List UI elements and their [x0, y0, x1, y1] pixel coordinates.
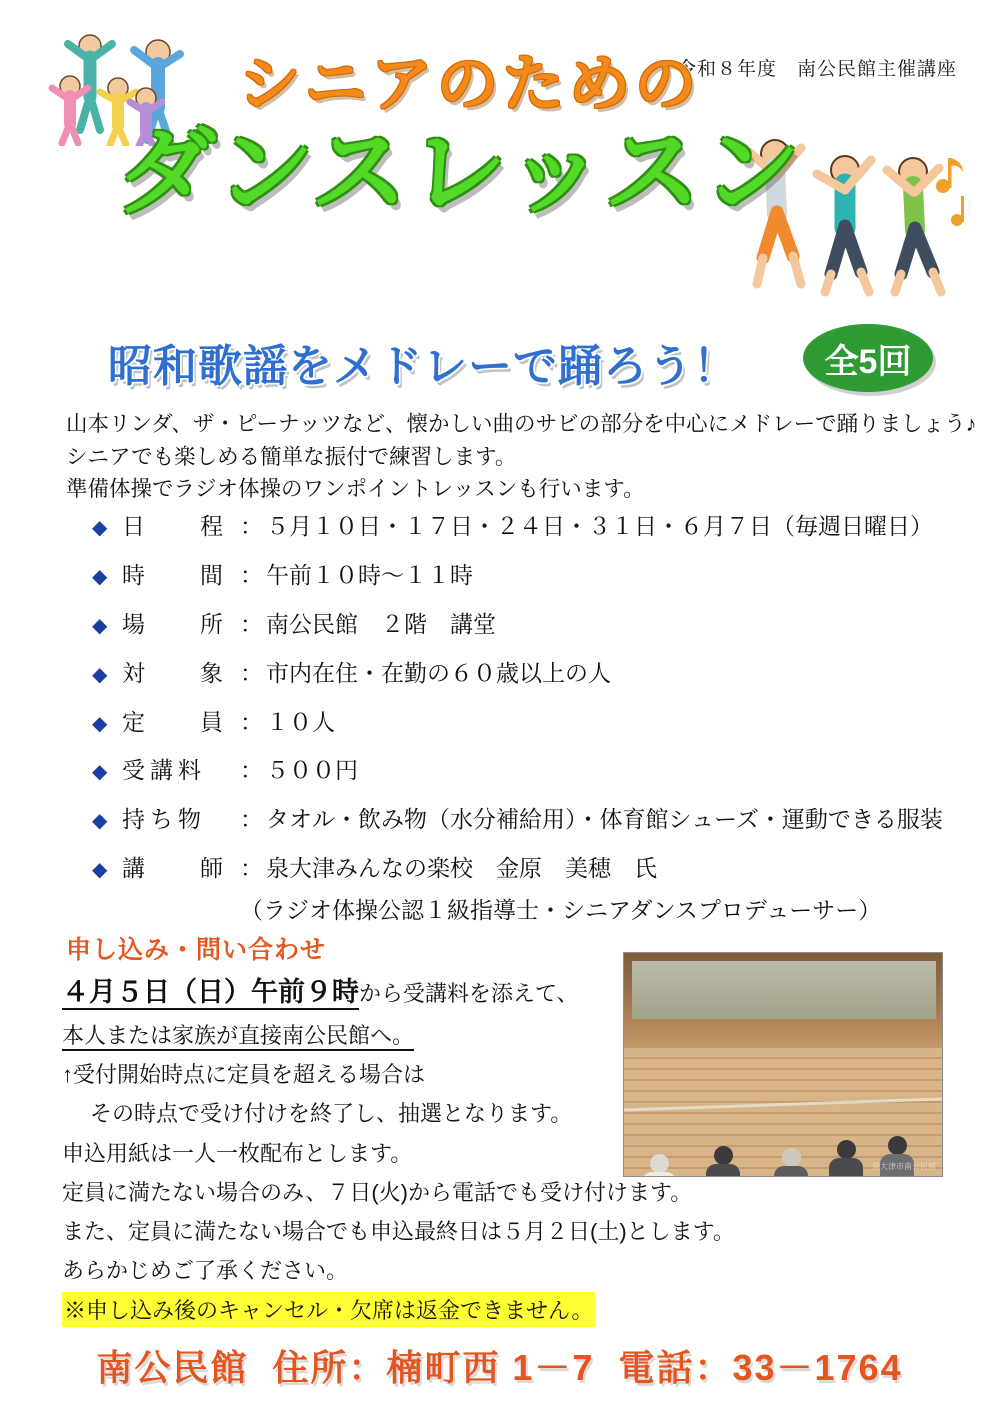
- intro-line-1: 山本リンダ、ザ・ピーナッツなど、懐かしい曲のサビの部分を中心にメドレーで踊りましょう♪: [66, 412, 977, 436]
- class-photo: [623, 952, 943, 1177]
- detail-value-fee: ５００円: [266, 757, 358, 784]
- application-line-1-rest: から受講料を添えて、: [359, 981, 579, 1006]
- dancers-illustration-icon: [729, 120, 969, 315]
- photo-watermark: 泉大津市南公民館: [872, 1162, 936, 1171]
- detail-label-capacity: 定 員: [122, 708, 239, 735]
- instructor-qualifications: （ラジオ体操公認１級指導士・シニアダンスプロデューサー）: [240, 897, 882, 924]
- detail-row-target: [92, 659, 982, 689]
- application-line-3: ↑受付開始時点に定員を超える場合は: [62, 1062, 426, 1088]
- course-host-note: 令和８年度 南公民館主催講座: [676, 59, 957, 80]
- detail-colon: ：: [240, 855, 263, 882]
- poster-subtitle: 昭和歌謡をメドレーで踊ろう！: [108, 342, 738, 391]
- intro-line-2: シニアでも楽しめる簡単な振付で練習します。: [66, 444, 517, 469]
- application-start-datetime: ４月５日（日）午前９時: [62, 977, 359, 1010]
- footer-phone: 電話：33－1764: [618, 1347, 903, 1388]
- detail-value-instructor: 泉大津みんなの楽校 金原 美穂 氏: [266, 855, 657, 882]
- footer-address: 住所：楠町西 1－7: [272, 1347, 595, 1388]
- detail-colon: ：: [240, 659, 263, 686]
- diamond-bullet-icon: ◆: [92, 614, 108, 637]
- diamond-bullet-icon: ◆: [92, 663, 108, 686]
- poster-title-line1: シニアのための: [238, 50, 701, 119]
- detail-label-target: 対 象: [122, 659, 239, 686]
- application-line-7: また、定員に満たない場合でも申込最終日は５月２日(土)とします。: [62, 1218, 735, 1244]
- detail-row-schedule: [92, 512, 982, 542]
- detail-value-bring: タオル・飲み物（水分補給用）・体育館シューズ・運動できる服装: [266, 806, 943, 833]
- diamond-bullet-icon: ◆: [92, 761, 108, 784]
- application-body: [62, 968, 735, 1290]
- application-heading: 申し込み・問い合わせ: [66, 936, 327, 964]
- detail-label-schedule: 日 程: [122, 513, 239, 539]
- detail-value-time: 午前１０時〜１１時: [266, 561, 473, 588]
- detail-label-instructor: 講 師: [122, 855, 239, 882]
- detail-row-capacity: [92, 708, 982, 738]
- application-line-5: 申込用紙は一人一枚配布とします。: [62, 1140, 413, 1166]
- diamond-bullet-icon: ◆: [92, 810, 108, 833]
- cancellation-note: ※申し込み後のキャンセル・欠席は返金できません。: [62, 1292, 595, 1327]
- course-details-list: [92, 512, 982, 943]
- poster-title-line2: ダンスレッスン: [115, 119, 804, 227]
- detail-row-bring: [92, 805, 982, 835]
- detail-row-place: [92, 610, 982, 640]
- subtitle-row: [0, 330, 999, 392]
- detail-value-place: 南公民館 ２階 講堂: [266, 610, 496, 637]
- diamond-bullet-icon: ◆: [92, 712, 108, 735]
- detail-row-fee: [92, 756, 982, 786]
- detail-row-instructor: [92, 854, 982, 884]
- detail-colon: ：: [240, 513, 263, 539]
- detail-label-fee: 受講料: [122, 757, 206, 784]
- application-line-4: その時点で受け付けを終了し、抽選となります。: [90, 1101, 573, 1127]
- application-line-1: [62, 968, 662, 1016]
- application-line-2-text: 本人または家族が直接南公民館へ。: [62, 1023, 414, 1051]
- detail-label-bring: 持ち物: [122, 806, 206, 833]
- seniors-illustration-icon: [28, 26, 208, 146]
- application-line-8: あらかじめご了承ください。: [62, 1257, 349, 1283]
- photo-mirror: [632, 961, 936, 1019]
- session-count-badge: 全5回: [803, 324, 933, 392]
- footer-place: 南公民館: [96, 1347, 249, 1388]
- diamond-bullet-icon: ◆: [92, 565, 108, 588]
- application-line-6: 定員に満たない場合のみ、７日(火)から電話でも受け付けます。: [62, 1179, 693, 1205]
- footer-contact: [0, 1340, 999, 1391]
- intro-paragraph: [66, 408, 977, 506]
- detail-label-time: 時 間: [122, 561, 239, 588]
- detail-value-target: 市内在住・在勤の６０歳以上の人: [266, 659, 611, 686]
- detail-value-schedule: ５月１０日・１７日・２４日・３１日・６月７日（毎週日曜日）: [266, 513, 933, 539]
- detail-row-time: [92, 561, 982, 591]
- detail-colon: ：: [240, 708, 263, 735]
- detail-colon: ：: [240, 757, 263, 784]
- detail-value-capacity: １０人: [266, 708, 335, 735]
- application-line-2: [62, 1016, 662, 1055]
- detail-label-place: 場 所: [122, 610, 239, 637]
- detail-colon: ：: [240, 561, 263, 588]
- intro-line-3: 準備体操でラジオ体操のワンポイントレッスンも行います。: [66, 477, 645, 502]
- diamond-bullet-icon: ◆: [92, 517, 108, 539]
- detail-colon: ：: [240, 806, 263, 833]
- diamond-bullet-icon: ◆: [92, 859, 108, 882]
- detail-colon: ：: [240, 610, 263, 637]
